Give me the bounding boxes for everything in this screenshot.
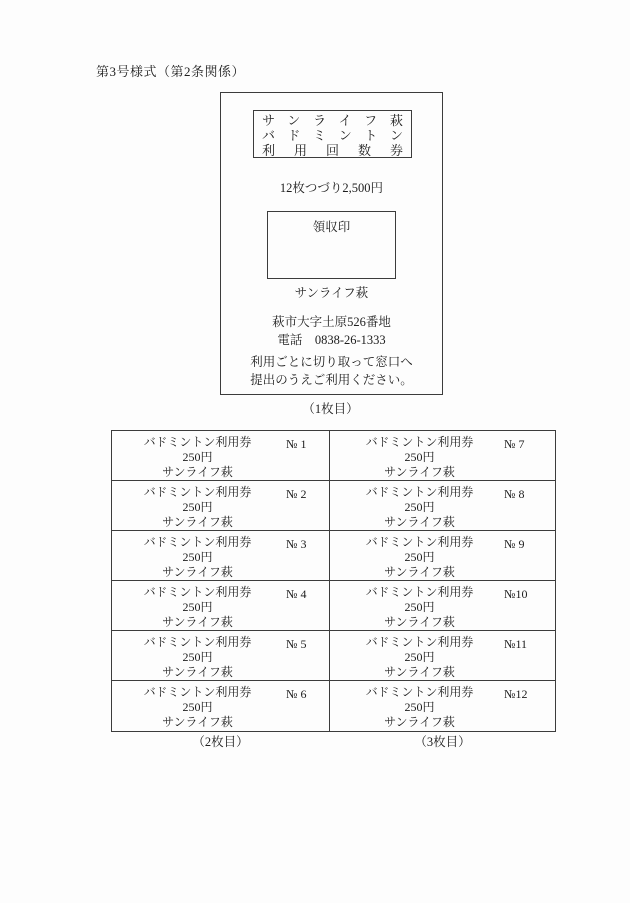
cover-usage-note-line-2: 提出のうえご利用ください。: [250, 373, 413, 387]
coupon-number: № 1: [286, 437, 307, 451]
page-2-label: （2枚目）: [192, 735, 249, 749]
coupon-name: バドミントン利用券: [143, 485, 252, 499]
coupon-name: バドミントン利用券: [143, 585, 252, 599]
receipt-stamp-box: [267, 211, 396, 279]
page-3-label: （3枚目）: [414, 735, 471, 749]
cover-title-box: [253, 110, 412, 158]
coupon-facility: サンライフ萩: [384, 615, 455, 629]
coupon-price: 250円: [182, 600, 213, 614]
coupon-name: バドミントン利用券: [143, 635, 252, 649]
coupon-facility: サンライフ萩: [384, 665, 455, 679]
coupon-cell-12: [330, 681, 555, 731]
cover-usage-note-line-1: 利用ごとに切り取って窓口へ: [250, 355, 413, 369]
coupon-cell-6: [112, 681, 330, 731]
coupon-name: バドミントン利用券: [143, 535, 252, 549]
cover-facility-name: サンライフ萩: [294, 286, 369, 300]
receipt-stamp-label: 領収印: [312, 220, 351, 234]
coupon-name: バドミントン利用券: [143, 685, 252, 699]
cover-usage-note: [221, 353, 442, 389]
coupon-number: №12: [504, 687, 528, 701]
coupon-number: № 8: [504, 487, 525, 501]
coupon-facility: サンライフ萩: [384, 465, 455, 479]
cover-title-line-2: バドミントン: [262, 128, 403, 143]
coupon-facility: サンライフ萩: [162, 515, 233, 529]
coupon-price: 250円: [404, 450, 435, 464]
coupon-facility: サンライフ萩: [162, 715, 233, 729]
coupon-price: 250円: [182, 500, 213, 514]
coupon-facility: サンライフ萩: [384, 715, 455, 729]
coupon-cell-7: [330, 431, 555, 481]
cover-title-line-1: サンライフ萩: [262, 113, 403, 128]
coupon-facility: サンライフ萩: [384, 565, 455, 579]
coupon-price: 250円: [182, 700, 213, 714]
coupon-cell-2: [112, 481, 330, 531]
coupon-price: 250円: [182, 550, 213, 564]
cover-address: 萩市大字土原526番地: [272, 315, 391, 329]
coupon-name: バドミントン利用券: [365, 585, 474, 599]
coupon-number: № 9: [504, 537, 525, 551]
coupon-cell-1: [112, 431, 330, 481]
coupon-number: № 4: [286, 587, 307, 601]
cover-ticket: [220, 92, 443, 395]
coupon-price: 250円: [404, 600, 435, 614]
coupon-cell-9: [330, 531, 555, 581]
coupon-facility: サンライフ萩: [162, 565, 233, 579]
cover-price: 12枚つづり2,500円: [279, 181, 384, 195]
page-1-label: （1枚目）: [302, 402, 359, 416]
coupon-number: № 3: [286, 537, 307, 551]
coupon-cell-3: [112, 531, 330, 581]
form-number-label: 第3号様式（第2条関係）: [96, 64, 246, 79]
coupon-name: バドミントン利用券: [365, 685, 474, 699]
coupon-number: №10: [504, 587, 528, 601]
coupon-cell-4: [112, 581, 330, 631]
coupon-facility: サンライフ萩: [162, 465, 233, 479]
coupon-number: №11: [504, 637, 528, 651]
coupon-price: 250円: [404, 650, 435, 664]
coupon-cell-11: [330, 631, 555, 681]
coupon-name: バドミントン利用券: [143, 435, 252, 449]
cover-title-line-3: 利用回数券: [262, 143, 403, 158]
coupon-number: № 6: [286, 687, 307, 701]
coupon-cell-8: [330, 481, 555, 531]
coupon-name: バドミントン利用券: [365, 635, 474, 649]
coupon-number: № 7: [504, 437, 525, 451]
coupon-price: 250円: [404, 700, 435, 714]
coupon-cell-10: [330, 581, 555, 631]
coupon-price: 250円: [404, 500, 435, 514]
coupon-number: № 5: [286, 637, 307, 651]
coupon-cell-5: [112, 631, 330, 681]
coupon-facility: サンライフ萩: [162, 665, 233, 679]
coupon-price: 250円: [182, 450, 213, 464]
coupon-name: バドミントン利用券: [365, 535, 474, 549]
coupon-table: [111, 430, 556, 732]
coupon-price: 250円: [182, 650, 213, 664]
coupon-name: バドミントン利用券: [365, 485, 474, 499]
coupon-name: バドミントン利用券: [365, 435, 474, 449]
cover-phone: 電話 0838-26-1333: [277, 333, 386, 347]
coupon-price: 250円: [404, 550, 435, 564]
coupon-number: № 2: [286, 487, 307, 501]
coupon-facility: サンライフ萩: [384, 515, 455, 529]
coupon-facility: サンライフ萩: [162, 615, 233, 629]
